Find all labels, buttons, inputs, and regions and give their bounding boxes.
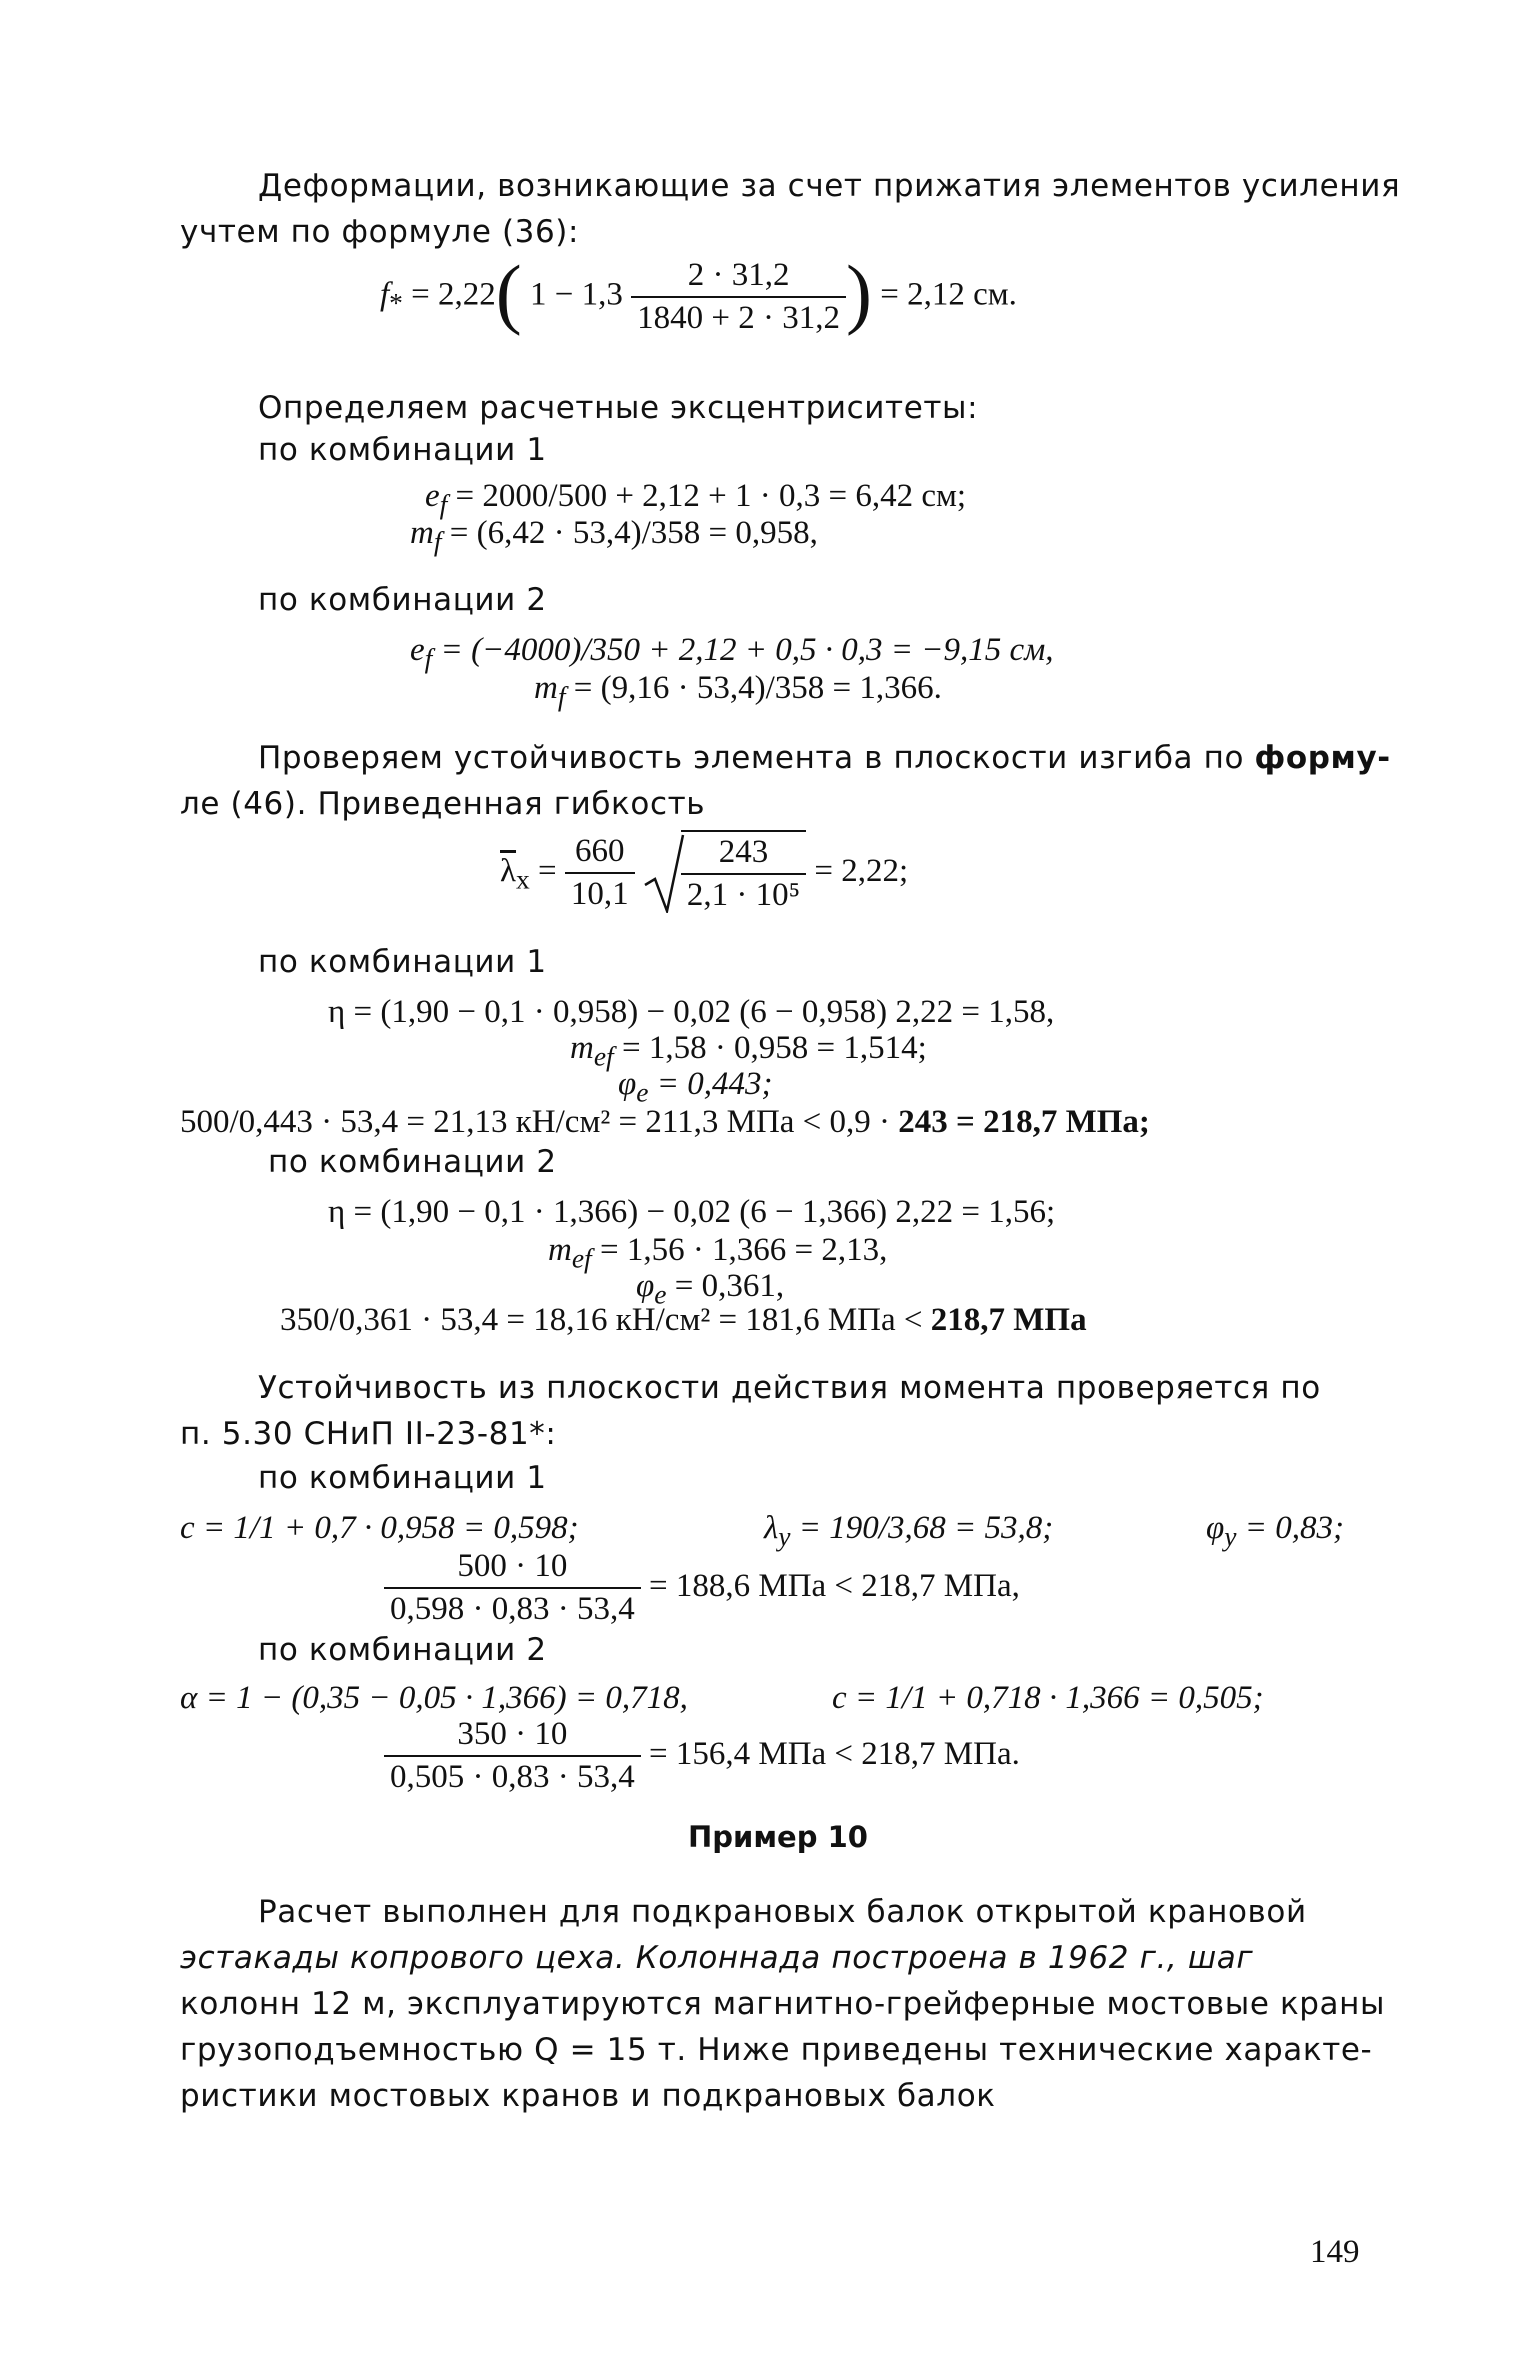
outplane-line-1: Устойчивость из плоскости действия момента проверяется по [258,1370,1321,1406]
f-subscript: * [389,287,403,319]
stab-c1-check [180,1104,1150,1141]
f-coefficient: = 2,22 [411,276,496,313]
example-line-2: эстакады копрового цеха. Колоннада построена в 1962 г., шаг [180,1940,1254,1976]
ecc-intro: Определяем расчетные эксцентриситеты: [258,390,979,426]
lambda-result: = 2,22; [814,852,909,889]
outplane-c1-formula [384,1546,1020,1631]
intro-line-2: учтем по формуле (36): [180,214,580,250]
outplane-c1-fraction [384,1546,641,1631]
outplane-c2-formula [384,1714,1020,1799]
sqrt-radical [643,833,685,913]
stab-c1-phi: $\varphi_e = 0,443$; [618,1066,773,1108]
lambda-symbol: $\overline{\lambda}$ [500,852,517,889]
stab-c2-eta: η = (1,90 − 0,1 · 1,366) − 0,02 (6 − 1,366) 2,22 = 1,56; [328,1194,1056,1230]
stab-c2-mef: $m_{ef} = 1,56 \cdot 1,366 = 2,13$, [548,1232,888,1274]
outplane-c1-c [180,1510,579,1547]
stab-c2-phi: $\varphi_e = 0,361$, [636,1268,785,1310]
outplane-c1-result: = 188,6 МПа < 218,7 МПа, [648,1567,1020,1604]
formula-slenderness: $\overline{\lambda}_x$ = $\frac{660}{10,1}$ $\frac{243}{\text{2,1 · 10⁵}}$ = 2,22; [500,830,908,917]
example-heading: Пример 10 [688,1820,868,1854]
outplane-c2-numerator: 350 · 10 [384,1714,641,1757]
stab-combo1-label: по комбинации 1 [258,944,547,980]
stab-c2-phi-value: = 0,361, [674,1268,785,1304]
outplane-c2-c [832,1680,1264,1717]
stab-line-2: ле (46). Приведенная гибкость [180,786,706,822]
ecc-combo1-label: по комбинации 1 [258,432,547,468]
outplane-c1-denominator: 0,598 · 0,83 · 53,4 [390,1591,635,1628]
formula-deflection [380,249,1017,342]
stab-line-1-text: Проверяем устойчивость элемента в плоскости изгиба по [258,740,1245,776]
ecc-combo1-m: $m_f = (6,42 \cdot 53,4)/358 = 0,958$, [410,515,818,557]
example-line-3: колонн 12 м, эксплуатируются магнитно-грейферные мостовые краны [180,1986,1386,2022]
ecc-combo2-e: $e_f = (-4000)/350 + 2,12 + 0,5 \cdot 0,3 = -9,15$ см, [410,632,1054,674]
outplane-c1-lambda-value: = 190/3,68 = 53,8; [798,1510,1054,1546]
lambda-subscript: x [516,863,530,895]
outplane-c2-alpha [180,1680,688,1717]
ecc-combo1-e: $e_f = 2000/500 + 2,12 + 1 \cdot 0,3 = 6,42$ см; [425,478,967,520]
left-paren: ( [495,249,522,336]
stab-c2-mef-value: = 1,56 · 1,366 = 2,13, [599,1232,888,1268]
stab-c1-check-bold: 243 = 218,7 МПа; [898,1104,1150,1140]
outplane-c1-c-value: c = 1/1 + 0,7 · 0,958 = 0,598; [180,1510,579,1546]
outplane-c1-numerator: 500 · 10 [384,1546,641,1589]
outplane-combo2-label: по комбинации 2 [258,1632,547,1668]
sqrt-numerator: 243 [681,832,806,875]
page-number: 149 [1310,2234,1360,2270]
outplane-c2-denominator: 0,505 · 0,83 · 53,4 [390,1759,635,1796]
stab-c2-check [280,1302,1087,1339]
f-denominator: 1840 + 2 · 31,2 [637,300,841,336]
ecc-combo1-m-value: = (6,42 · 53,4)/358 = 0,958, [449,515,818,551]
stab-c1-phi-value: = 0,443; [656,1066,773,1102]
outplane-c2-c-value: c = 1/1 + 0,718 · 1,366 = 0,505; [832,1680,1264,1716]
stab-c1-check-text: 500/0,443 · 53,4 = 21,13 кН/см² = 211,3 МПа < 0,9 · [180,1104,891,1140]
stab-c2-check-bold: 218,7 МПа [930,1302,1087,1338]
f-result: = 2,12 см. [880,276,1017,313]
stab-line-1-bold: форму- [1254,740,1391,776]
intro-line-1: Деформации, возникающие за счет прижатия элементов усиления [258,168,1401,204]
stab-c2-check-text: 350/0,361 · 53,4 = 18,16 кН/см² = 181,6 МПа < [280,1302,923,1338]
lambda-numerator: 660 [565,831,635,874]
stab-c1-mef-value: = 1,58 · 0,958 = 1,514; [621,1030,927,1066]
outplane-c2-alpha-value: α = 1 − (0,35 − 0,05 · 1,366) = 0,718, [180,1680,688,1716]
right-paren: ) [846,249,872,336]
lambda-denominator: 10,1 [570,876,629,913]
outplane-c1-phi: $\varphi_y = 0,83$; [1206,1510,1344,1552]
example-line-5: ристики мостовых кранов и подкрановых балок [180,2078,996,2114]
outplane-line-2: п. 5.30 СНиП II-23-81*: [180,1416,557,1452]
f-fraction [631,255,846,340]
stab-combo2-label: по комбинации 2 [268,1144,557,1180]
radical-sign-icon [643,833,685,913]
ecc-combo2-e-value: = (−4000)/350 + 2,12 + 0,5 · 0,3 = −9,15 см, [440,632,1054,668]
stab-c1-eta: η = (1,90 − 0,1 · 0,958) − 0,02 (6 − 0,958) 2,22 = 1,58, [328,994,1055,1030]
ecc-combo2-m-value: = (9,16 · 53,4)/358 = 1,366. [573,670,942,706]
stab-line-1 [258,740,1391,776]
example-line-1: Расчет выполнен для подкрановых балок открытой крановой [258,1894,1307,1930]
outplane-c1-phi-value: = 0,83; [1244,1510,1344,1546]
ecc-combo2-m: $m_f = (9,16 \cdot 53,4)/358 = 1,366$. [534,670,942,712]
outplane-c1-lambda: $\lambda_y = 190/3,68 = 53,8$; [764,1510,1054,1552]
ecc-combo1-e-value: = 2000/500 + 2,12 + 1 · 0,3 = 6,42 см; [455,478,967,514]
stab-c1-mef: $m_{ef} = 1,58 \cdot 0,958 = 1,514$; [570,1030,927,1072]
ecc-combo2-label: по комбинации 2 [258,582,547,618]
example-line-4: грузоподъемностью Q = 15 т. Ниже приведены технические характе- [180,2032,1373,2068]
outplane-combo1-label: по комбинации 1 [258,1460,547,1496]
f-inner-term: 1 − 1,3 [530,276,623,313]
outplane-c2-result: = 156,4 МПа < 218,7 МПа. [648,1735,1020,1772]
outplane-c2-fraction [384,1714,641,1799]
f-symbol: f [380,276,390,313]
sqrt-denominator: 2,1 · 10⁵ [686,877,801,914]
f-numerator: 2 · 31,2 [631,255,846,298]
lambda-fraction [565,831,635,916]
sqrt-fraction [681,830,806,917]
